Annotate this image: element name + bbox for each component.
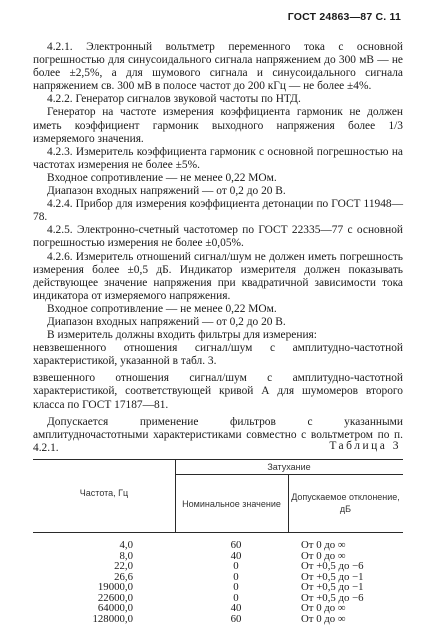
table-row	[33, 582, 403, 593]
paragraph-input-resistance-1: Входное сопротивление — не менее 0,22 МОм.	[47, 171, 277, 184]
paragraph-weighted: взвешенного отношения сигнал/шум с амплитудно-частотной характеристикой, соответствующей кривой А для шумомеров второго класса по ГОСТ 17187—81.	[33, 372, 403, 411]
cell-frequency: 22,0	[114, 560, 133, 572]
cell-tolerance: От 0 до ∞	[301, 549, 346, 562]
col-header-frequency: Частота, Гц	[79, 488, 129, 498]
paragraph-voltage-range-2: Диапазон входных напряжений — от 0,2 до 20 В.	[47, 315, 286, 328]
cell-tolerance: От +0,5 до −1	[301, 570, 364, 583]
table-top-rule	[33, 459, 403, 460]
paragraph-voltage-range-1: Диапазон входных напряжений — от 0,2 до 20 В.	[47, 185, 286, 198]
paragraph-generator: Генератор на частоте измерения коэффициента гармоник не должен иметь коэффициент гармоник выходного напряжения более 1/3 измеряемого значения.	[33, 106, 403, 145]
cell-tolerance: От 0 до ∞	[301, 539, 346, 551]
paragraph-input-resistance-2: Входное сопротивление — не менее 0,22 МОм.	[47, 302, 277, 315]
cell-nominal: 60	[230, 539, 242, 551]
cell-nominal: 60	[230, 612, 242, 625]
body-text	[33, 41, 403, 455]
cell-frequency: 22600,0	[97, 591, 133, 604]
table-row	[33, 561, 403, 572]
paragraph-4-2-2: 4.2.2. Генератор сигналов звуковой частоты по НТД.	[47, 93, 301, 106]
paragraph-4-2-1: 4.2.1. Электронный вольтметр переменного тока с основной погрешностью для синусоидального сигнала напряжением до 300 мВ — не более ±2,5%, а для шумового сигнала и синусоидального сигнала напряжением св. 300 мВ в полосе частот до 200 кГц — не более ±4%.	[33, 41, 403, 93]
table-row	[33, 593, 403, 604]
table-row	[33, 614, 403, 625]
paragraph-4-2-3: 4.2.3. Измеритель коэффициента гармоник с основной погрешностью на частотах измерения не более ±5%.	[33, 145, 403, 171]
cell-nominal: 0	[233, 560, 239, 572]
cell-tolerance: От 0 до ∞	[301, 602, 346, 614]
table-header-bottom-rule	[33, 532, 403, 533]
cell-nominal: 0	[233, 570, 239, 583]
paragraph-filters-intro: В измеритель должны входить фильтры для измерения:	[47, 329, 317, 342]
col-header-tolerance-unit: дБ	[339, 504, 352, 514]
table-row	[33, 603, 403, 614]
cell-tolerance: От +0,5 до −6	[301, 591, 364, 604]
cell-tolerance: От +0,5 до −6	[301, 560, 364, 572]
cell-nominal: 40	[230, 602, 242, 614]
cell-frequency: 19000,0	[97, 581, 133, 593]
table-col-divider-2	[288, 474, 289, 532]
cell-frequency: 8,0	[119, 549, 133, 562]
table-group-rule	[175, 474, 403, 475]
cell-nominal: 0	[233, 591, 239, 604]
page-header: ГОСТ 24863—87 С. 11	[287, 11, 401, 23]
cell-frequency: 128000,0	[92, 612, 133, 625]
cell-tolerance: От 0 до ∞	[301, 612, 346, 625]
paragraph-4-2-6: 4.2.6. Измеритель отношений сигнал/шум не должен иметь погрешность измерения более ±0,5 дБ. Индикатор измерителя должен показывать действующее значение напряжения при квадратичной зависимости тока индикатора от измеряемого напряжения.	[33, 250, 403, 302]
table-3	[33, 459, 403, 625]
paragraph-allowed: Допускается применение фильтров с указанными амплитудночастотными характеристиками совместно с вольтметром по п. 4.2.1.	[33, 415, 403, 454]
cell-frequency: 26,6	[114, 570, 133, 583]
paragraph-4-2-5: 4.2.5. Электронно-счетный частотомер по ГОСТ 22335—77 с основной погрешностью измерения не более ±0,05%.	[33, 224, 403, 250]
col-header-attenuation: Затухание	[267, 462, 311, 472]
table-body	[33, 540, 403, 624]
table-caption: Таблица 3	[329, 440, 401, 452]
cell-nominal: 0	[233, 581, 239, 593]
cell-tolerance: От +0,5 до −1	[301, 581, 364, 593]
col-header-tolerance: Допускаемое отклонение,	[291, 492, 400, 502]
cell-nominal: 40	[230, 549, 242, 562]
cell-frequency: 64000,0	[97, 602, 133, 614]
paragraph-unweighted: невзвешенного отношения сигнал/шум с амплитудно-частотной характеристикой, указанной в табл. 3.	[33, 342, 403, 368]
col-header-nominal: Номинальное значение	[182, 499, 281, 509]
table-row	[33, 540, 403, 551]
cell-frequency: 4,0	[119, 539, 133, 551]
paragraph-4-2-4: 4.2.4. Прибор для измерения коэффициента детонации по ГОСТ 11948—78.	[33, 198, 403, 224]
